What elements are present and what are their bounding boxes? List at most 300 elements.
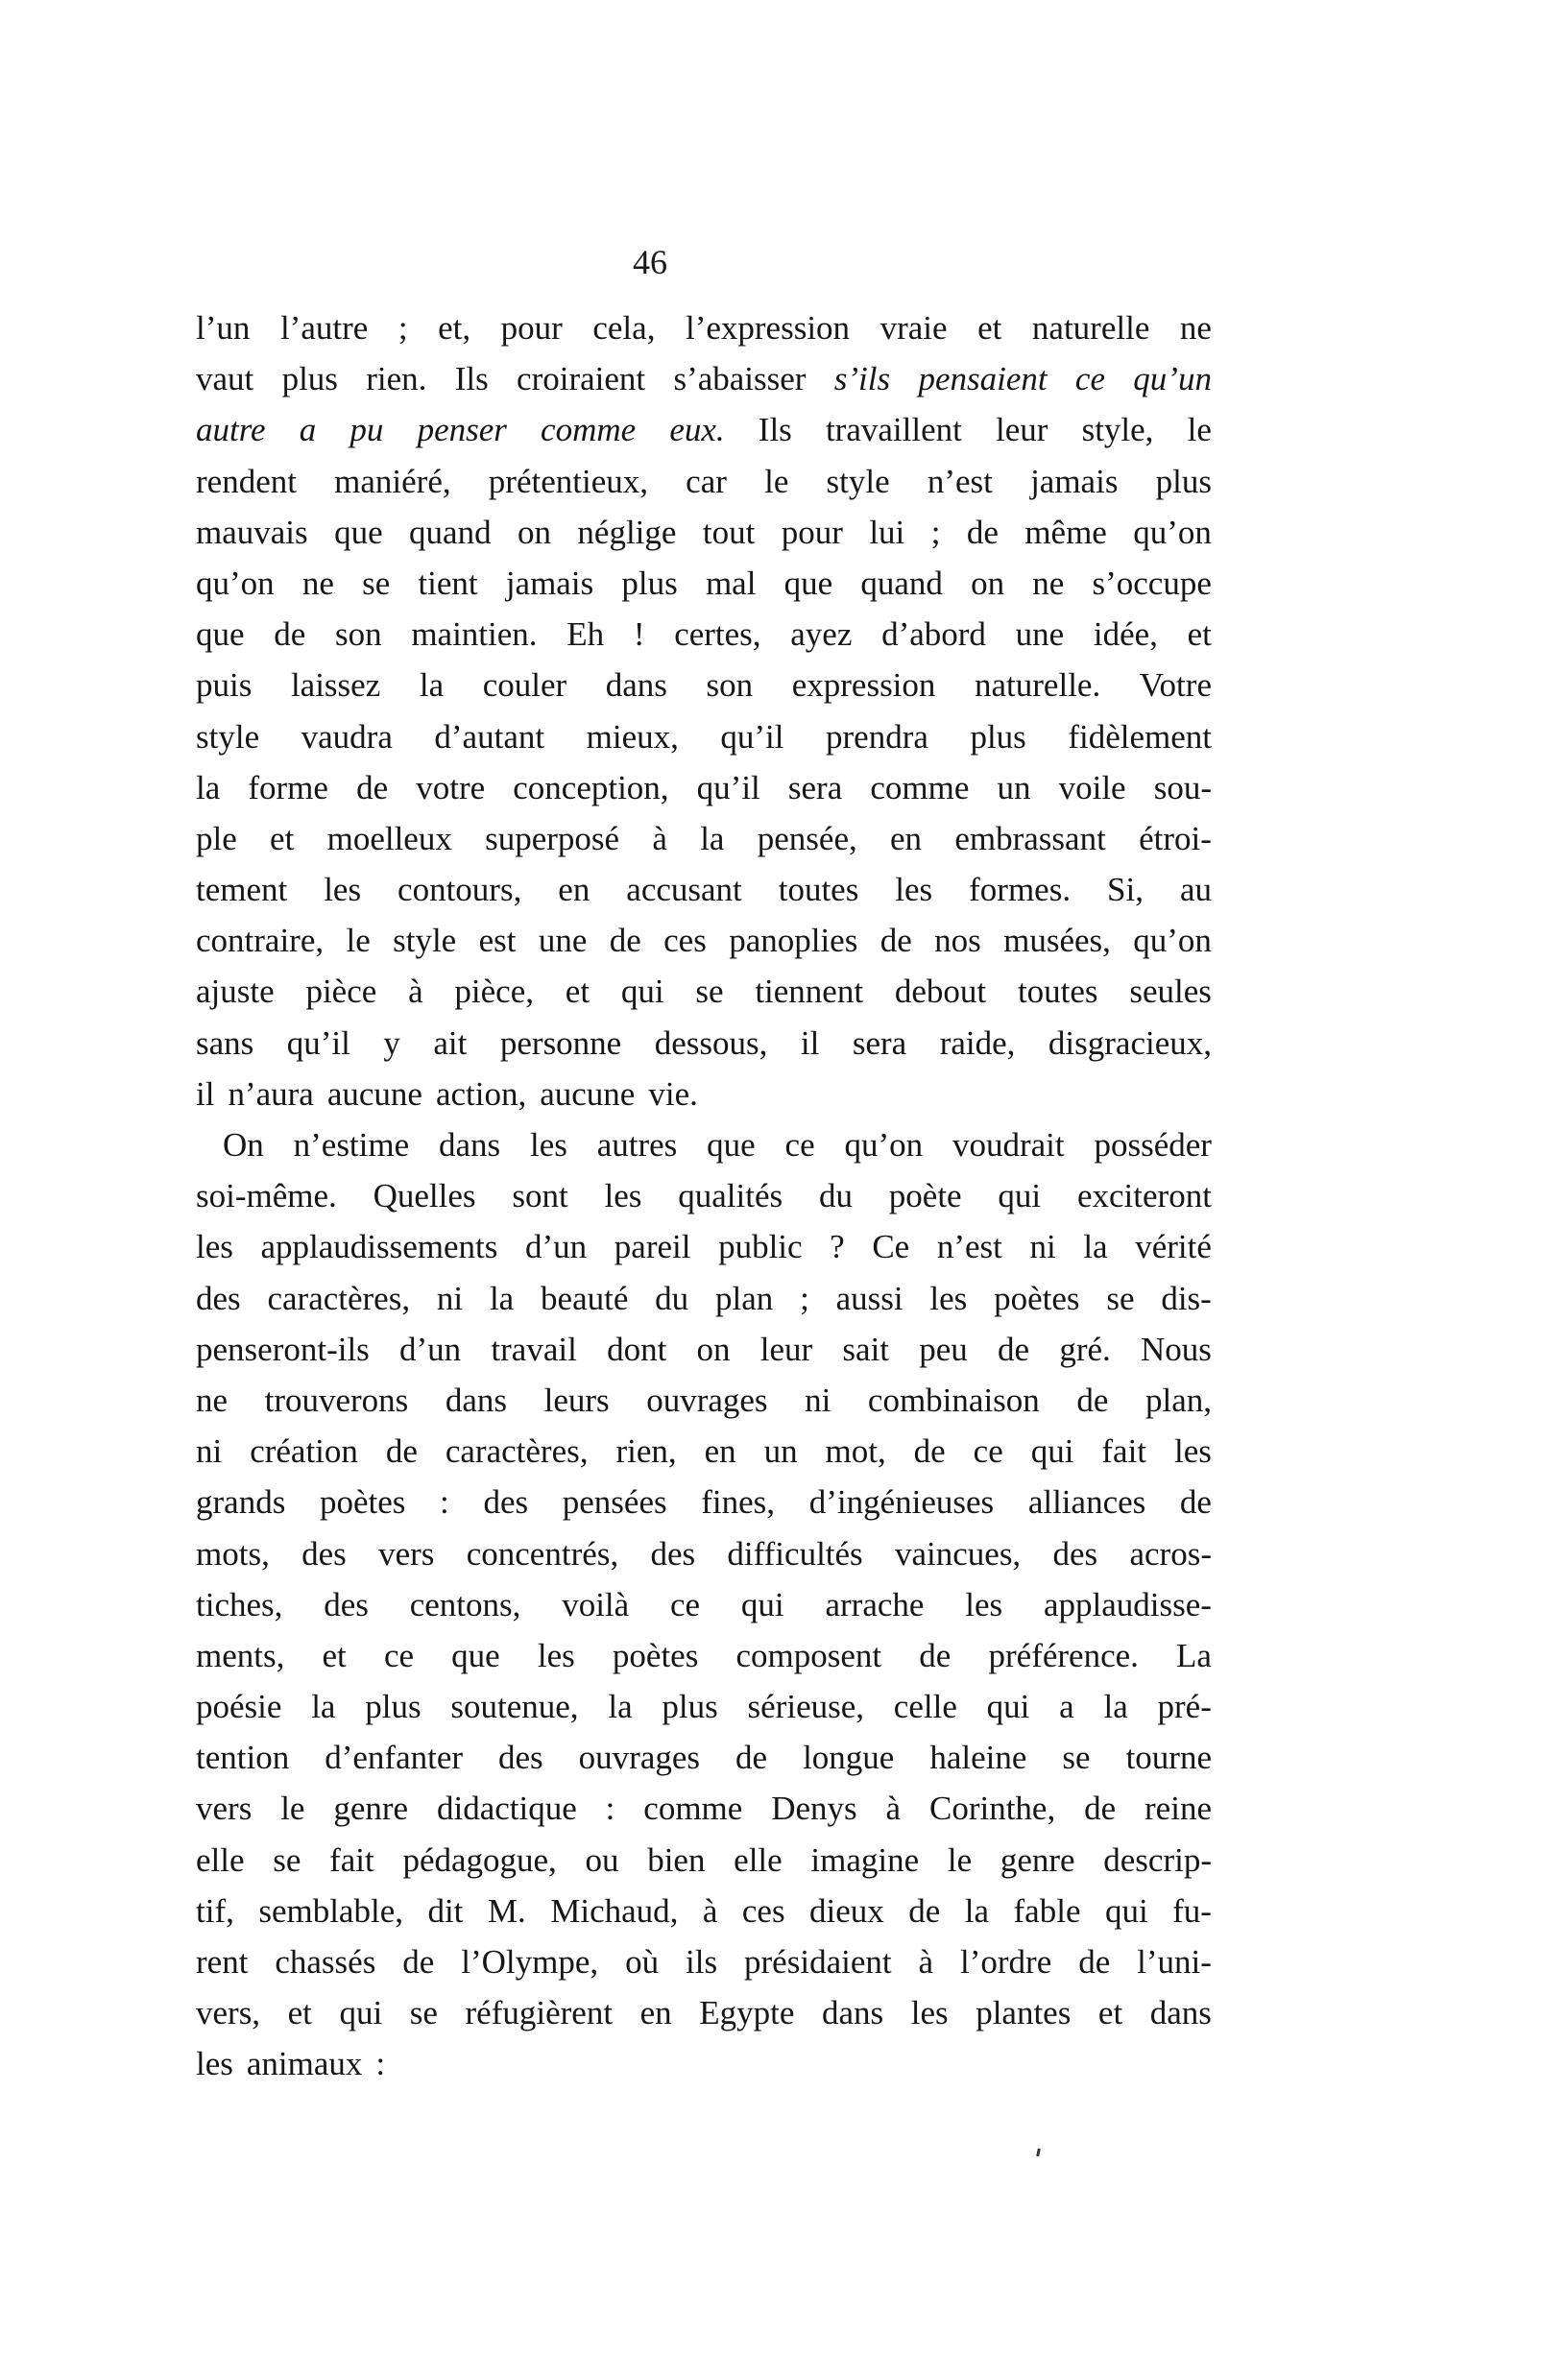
text-segment: rien. <box>366 360 427 398</box>
text-segment: : <box>605 1790 615 1828</box>
text-segment: exciteront <box>1076 1177 1212 1215</box>
text-line <box>196 915 1212 966</box>
text-segment: mal <box>705 564 757 602</box>
text-segment: qui <box>740 1585 784 1623</box>
text-segment: qu’on <box>196 564 275 602</box>
text-segment: prétentieux, <box>488 462 648 500</box>
text-segment: style <box>196 717 260 756</box>
text-line <box>196 1018 1212 1069</box>
text-segment: que <box>707 1126 756 1164</box>
text-segment: de <box>1078 1943 1111 1981</box>
text-segment: un <box>763 1432 798 1471</box>
text-segment: nos <box>934 922 981 960</box>
text-segment: moelleux <box>326 819 452 857</box>
text-segment: style <box>393 922 457 960</box>
text-segment: toutes <box>778 871 859 909</box>
text-segment: ni <box>196 1432 223 1471</box>
text-segment: l’autre <box>279 309 369 347</box>
text-segment: les <box>929 1279 968 1317</box>
text-segment: la <box>311 1688 336 1726</box>
text-segment: des <box>196 1279 241 1317</box>
text-segment: la <box>964 1891 990 1930</box>
text-segment: voudrait <box>952 1126 1065 1164</box>
text-segment: car <box>686 462 727 500</box>
text-segment: dit <box>427 1891 464 1930</box>
text-segment: de <box>1076 1381 1109 1419</box>
text-segment: se <box>695 973 724 1011</box>
text-segment: et <box>1097 1994 1123 2032</box>
text-segment: dans <box>605 666 667 705</box>
text-segment: de <box>913 1432 946 1471</box>
text-segment: et <box>565 973 590 1011</box>
text-segment: dans <box>1149 1994 1212 2032</box>
text-segment: qu’il <box>720 717 784 756</box>
text-line <box>196 1426 1212 1477</box>
text-segment: seules <box>1129 973 1212 1011</box>
text-segment: fines, <box>701 1483 776 1522</box>
text-segment: l’ordre <box>960 1943 1052 1981</box>
text-segment: pour <box>500 309 563 347</box>
text-segment: la <box>196 768 221 806</box>
text-segment: les <box>604 1177 642 1215</box>
text-line <box>196 456 1212 507</box>
text-segment: l’expression <box>685 309 851 347</box>
text-segment: le <box>280 1790 305 1828</box>
text-segment: le <box>947 1840 973 1879</box>
text-segment: d’autant <box>434 717 545 756</box>
text-segment: ne <box>196 1381 229 1419</box>
text-segment: Eh <box>566 615 605 654</box>
page-number: 46 <box>633 243 667 281</box>
text-segment: voilà <box>562 1585 630 1623</box>
text-segment: le <box>764 462 789 500</box>
text-segment: du <box>655 1279 689 1317</box>
text-segment: plus <box>621 564 678 602</box>
italic-text: s’ils <box>833 360 891 398</box>
italic-text: comme <box>541 411 637 449</box>
text-segment: se <box>362 564 391 602</box>
text-segment: laissez <box>290 666 381 705</box>
text-segment: l’un <box>196 309 251 347</box>
text-segment: n’est <box>936 1228 1002 1266</box>
text-segment: maintien. <box>411 615 538 654</box>
text-segment: les <box>196 1228 233 1266</box>
text-line <box>196 404 1212 455</box>
text-segment: la <box>1083 1228 1108 1266</box>
text-segment: leur <box>996 411 1048 449</box>
text-segment: posséder <box>1094 1126 1212 1164</box>
text-segment: ce <box>670 1585 701 1623</box>
text-segment: s’occupe <box>1092 564 1212 602</box>
text-segment: naturelle. <box>975 666 1101 705</box>
text-segment: ce <box>973 1432 1003 1471</box>
text-segment: vers, <box>196 1994 261 2032</box>
text-segment: acros- <box>1129 1534 1212 1573</box>
text-segment: trouverons <box>264 1381 409 1419</box>
text-segment: même <box>1024 513 1107 551</box>
text-line <box>196 1783 1212 1834</box>
text-segment: Si, <box>1107 871 1144 909</box>
text-line <box>196 2038 1212 2089</box>
text-segment: dessous, <box>654 1023 768 1062</box>
text-segment: plantes <box>976 1994 1072 2032</box>
text-segment: de <box>735 1739 768 1777</box>
text-segment: mots, <box>196 1534 270 1573</box>
text-segment: action, <box>435 1074 527 1113</box>
text-segment: votre <box>416 768 486 806</box>
text-segment: création <box>250 1432 358 1471</box>
text-line <box>196 660 1212 710</box>
text-segment: son <box>706 666 754 705</box>
text-segment: qu’on <box>1133 513 1212 551</box>
text-segment: et <box>1187 615 1212 654</box>
text-segment: pièce, <box>454 973 534 1011</box>
text-segment: aucune <box>326 1074 422 1113</box>
text-segment: formes. <box>969 871 1072 909</box>
text-segment: des <box>650 1534 696 1573</box>
text-segment: et, <box>438 309 471 347</box>
text-segment: beauté <box>541 1279 629 1317</box>
text-segment: néglige <box>577 513 677 551</box>
text-segment: ! <box>633 615 645 654</box>
text-segment: tient <box>418 564 478 602</box>
text-segment: n’aura <box>228 1074 314 1113</box>
text-segment: haleine <box>929 1739 1027 1777</box>
text-segment: ajuste <box>196 973 275 1011</box>
text-segment: de <box>356 768 389 806</box>
text-segment: tention <box>196 1739 290 1777</box>
text-segment: aucune <box>540 1074 636 1113</box>
text-segment: vaut <box>196 360 254 398</box>
italic-text: qu’un <box>1133 360 1212 398</box>
text-segment: soutenue, <box>450 1688 579 1726</box>
text-segment: et <box>270 819 295 857</box>
text-segment: ou <box>585 1840 619 1879</box>
text-segment: superposé <box>485 819 620 857</box>
text-segment: tiches, <box>196 1585 283 1623</box>
text-line <box>196 1477 1212 1527</box>
text-segment: on <box>696 1330 731 1368</box>
text-segment: didactique <box>436 1790 577 1828</box>
text-segment: Ils <box>758 411 792 449</box>
text-segment: longue <box>803 1739 895 1777</box>
italic-text: a <box>299 411 317 449</box>
text-segment: gré. <box>1059 1330 1111 1368</box>
text-segment: forme <box>248 768 328 806</box>
text-segment: pour <box>781 513 843 551</box>
text-segment: qui <box>620 973 664 1011</box>
text-segment: que <box>334 513 383 551</box>
text-segment: se <box>1106 1279 1135 1317</box>
text-segment: travail <box>491 1330 577 1368</box>
text-line <box>196 1528 1212 1579</box>
text-segment: caractères, <box>445 1432 589 1471</box>
text-segment: pensée, <box>757 819 857 857</box>
text-segment: vraie <box>879 309 948 347</box>
text-segment: étroi- <box>1139 819 1212 857</box>
text-segment: ne <box>301 564 334 602</box>
text-segment: soi-même. <box>196 1177 337 1215</box>
text-segment: jamais <box>1030 462 1119 500</box>
text-segment: travaillent <box>825 411 962 449</box>
text-segment: le <box>346 922 371 960</box>
text-segment: tement <box>196 871 288 909</box>
text-segment: est <box>478 922 517 960</box>
text-segment: sait <box>842 1330 890 1368</box>
text-segment: d’enfanter <box>325 1739 464 1777</box>
text-segment: de <box>966 513 999 551</box>
text-segment: les <box>324 871 362 909</box>
text-segment: ? <box>830 1228 845 1266</box>
text-segment: dans <box>821 1994 884 2032</box>
text-segment: ments, <box>196 1636 285 1674</box>
text-segment: de <box>919 1636 952 1674</box>
text-segment: en <box>639 1994 672 2032</box>
text-segment: où <box>625 1943 660 1981</box>
text-segment: sérieuse, <box>747 1688 865 1726</box>
text-segment: ce <box>383 1636 415 1674</box>
text-segment: qu’on <box>1133 922 1212 960</box>
text-segment: plus <box>281 360 338 398</box>
text-segment: réfugièrent <box>465 1994 614 2032</box>
text-segment: rien, <box>615 1432 677 1471</box>
text-segment: une <box>538 922 588 960</box>
text-segment: de <box>274 615 306 654</box>
text-segment: pensées <box>562 1483 667 1522</box>
text-segment: M. <box>487 1891 526 1930</box>
italic-text: autre <box>196 411 266 449</box>
text-segment: qui <box>339 1994 383 2032</box>
text-segment: que <box>783 564 833 602</box>
text-segment: la <box>489 1279 515 1317</box>
text-segment: La <box>1176 1636 1212 1674</box>
text-segment: au <box>1179 871 1212 909</box>
text-segment: conception, <box>513 768 669 806</box>
text-segment: sera <box>787 768 843 806</box>
text-segment: centons, <box>409 1585 521 1623</box>
text-segment: ni <box>805 1381 831 1419</box>
text-segment: voile <box>1058 768 1126 806</box>
text-segment: pièce <box>305 973 377 1011</box>
text-segment: fidèlement <box>1068 717 1212 756</box>
text-segment: quand <box>860 564 943 602</box>
text-segment: Ils <box>454 360 489 398</box>
text-line <box>196 558 1212 609</box>
text-segment: de <box>908 1891 941 1930</box>
text-segment: pareil <box>614 1228 691 1266</box>
text-segment: maniéré, <box>334 462 451 500</box>
italic-text: pensaient <box>918 360 1048 398</box>
text-segment: Ce <box>872 1228 910 1266</box>
text-segment: des <box>498 1739 543 1777</box>
text-line <box>196 1886 1212 1936</box>
text-segment: leurs <box>543 1381 610 1419</box>
text-line <box>196 711 1212 762</box>
text-segment: fable <box>1013 1891 1081 1930</box>
text-segment: on <box>971 564 1005 602</box>
text-segment: contours, <box>398 871 522 909</box>
text-line <box>196 762 1212 813</box>
text-segment: une <box>1015 615 1065 654</box>
text-segment: ayez <box>790 615 853 654</box>
text-segment: personne <box>499 1023 622 1062</box>
text-segment: en <box>890 819 923 857</box>
text-segment: On <box>223 1126 264 1164</box>
text-segment: mieux, <box>586 717 679 756</box>
text-segment: ouvrages <box>578 1739 701 1777</box>
text-line <box>196 1579 1212 1630</box>
text-segment: Denys <box>771 1790 857 1828</box>
text-line <box>196 609 1212 660</box>
text-segment: que <box>451 1636 500 1674</box>
text-segment: les <box>965 1585 1003 1623</box>
text-segment: à <box>702 1891 718 1930</box>
text-segment: chassés <box>275 1943 376 1981</box>
text-segment: il <box>196 1074 215 1113</box>
text-segment: accusant <box>626 871 742 909</box>
text-segment: debout <box>894 973 987 1011</box>
text-segment: de <box>1084 1790 1117 1828</box>
text-segment: les <box>537 1636 575 1674</box>
body-text <box>196 302 1212 2090</box>
text-segment: du <box>818 1177 853 1215</box>
text-segment: semblable, <box>258 1891 403 1930</box>
text-segment: style <box>826 462 890 500</box>
text-segment: d’un <box>525 1228 588 1266</box>
text-segment: vie. <box>648 1074 698 1113</box>
text-segment: cela, <box>592 309 656 347</box>
text-segment: puis <box>196 666 253 705</box>
text-segment: grands <box>196 1483 286 1522</box>
text-segment: : <box>375 2045 386 2083</box>
text-segment: reine <box>1144 1790 1212 1828</box>
text-segment: concentrés, <box>466 1534 619 1573</box>
text-segment: ces <box>663 922 707 960</box>
text-segment: plan, <box>1144 1381 1212 1419</box>
text-segment: plus <box>970 717 1026 756</box>
text-segment: couler <box>482 666 567 705</box>
italic-text: eux. <box>669 411 725 449</box>
text-segment: imagine <box>810 1840 920 1879</box>
text-segment: Nous <box>1141 1330 1212 1368</box>
text-segment: on <box>518 513 551 551</box>
text-segment: à <box>408 973 423 1011</box>
text-segment: poètes <box>612 1636 699 1674</box>
text-line <box>196 1681 1212 1732</box>
text-segment: et <box>977 309 1002 347</box>
text-segment: penseront-ils <box>196 1330 370 1368</box>
text-segment: genre <box>333 1790 409 1828</box>
text-segment: de <box>402 1943 435 1981</box>
text-segment: dont <box>607 1330 667 1368</box>
text-segment: à <box>885 1790 902 1828</box>
text-segment: la <box>608 1688 633 1726</box>
text-segment: tourne <box>1125 1739 1212 1777</box>
text-segment: dieux <box>809 1891 884 1930</box>
text-segment: genre <box>1000 1840 1075 1879</box>
text-segment: et <box>322 1636 347 1674</box>
text-segment: comme <box>870 768 970 806</box>
text-segment: de <box>609 922 641 960</box>
text-line <box>196 1375 1212 1426</box>
text-segment: vaincues, <box>894 1534 1022 1573</box>
text-segment: qu’il <box>696 768 760 806</box>
text-segment: tout <box>702 513 756 551</box>
text-segment: qu’il <box>286 1023 350 1062</box>
text-segment: sont <box>512 1177 568 1215</box>
text-segment: disgracieux, <box>1048 1023 1212 1062</box>
text-segment: poète <box>888 1177 962 1215</box>
text-segment: animaux <box>246 2045 363 2083</box>
italic-text: penser <box>417 411 507 449</box>
text-segment: à <box>918 1943 934 1981</box>
text-segment: Michaud, <box>550 1891 679 1930</box>
text-segment: des <box>324 1585 369 1623</box>
text-segment: style, <box>1081 411 1154 449</box>
text-segment: pré- <box>1157 1688 1212 1726</box>
text-segment: vaudra <box>301 717 393 756</box>
text-segment: plus <box>365 1688 422 1726</box>
text-segment: naturelle <box>1031 309 1150 347</box>
text-segment: ni <box>1029 1228 1056 1266</box>
text-line <box>196 864 1212 915</box>
text-segment: leur <box>759 1330 813 1368</box>
text-segment: ait <box>433 1023 468 1062</box>
text-segment: qui <box>1030 1432 1074 1471</box>
text-segment: qui <box>998 1177 1042 1215</box>
text-segment: Quelles <box>373 1177 476 1215</box>
text-segment: en <box>704 1432 736 1471</box>
text-segment: certes, <box>674 615 761 654</box>
text-segment: celle <box>893 1688 957 1726</box>
text-segment: d’ingénieuses <box>808 1483 995 1522</box>
text-segment: alliances <box>1027 1483 1146 1522</box>
text-segment: présidaient <box>744 1943 892 1981</box>
text-line <box>196 1170 1212 1221</box>
text-segment: ces <box>741 1891 785 1930</box>
text-segment: jamais <box>505 564 594 602</box>
text-segment: poésie <box>196 1688 282 1726</box>
text-segment: plan <box>714 1279 774 1317</box>
print-speck <box>1036 2149 1041 2156</box>
text-segment: applaudisse- <box>1043 1585 1212 1623</box>
text-segment: fait <box>1101 1432 1147 1471</box>
text-line <box>196 1273 1212 1324</box>
text-segment: contraire, <box>196 922 325 960</box>
text-segment: pédagogue, <box>402 1840 557 1879</box>
text-segment: ni <box>436 1279 464 1317</box>
text-segment: sou- <box>1153 768 1212 806</box>
text-segment: caractères, <box>267 1279 411 1317</box>
text-segment: dans <box>439 1126 501 1164</box>
text-segment: prendra <box>826 717 928 756</box>
text-segment: tif, <box>196 1891 234 1930</box>
text-line <box>196 302 1212 353</box>
text-segment: de <box>385 1432 418 1471</box>
text-segment: il <box>800 1023 820 1062</box>
text-segment: les <box>895 871 933 909</box>
text-segment: la <box>1103 1688 1128 1726</box>
text-segment: Corinthe, <box>928 1790 1056 1828</box>
text-segment: expression <box>791 666 936 705</box>
text-segment: : <box>440 1483 449 1522</box>
text-segment: quand <box>409 513 492 551</box>
text-segment: ils <box>686 1943 718 1981</box>
text-segment: musées, <box>1003 922 1111 960</box>
text-segment: panoplies <box>729 922 858 960</box>
text-segment: de <box>998 1330 1030 1368</box>
text-line <box>196 1936 1212 1987</box>
